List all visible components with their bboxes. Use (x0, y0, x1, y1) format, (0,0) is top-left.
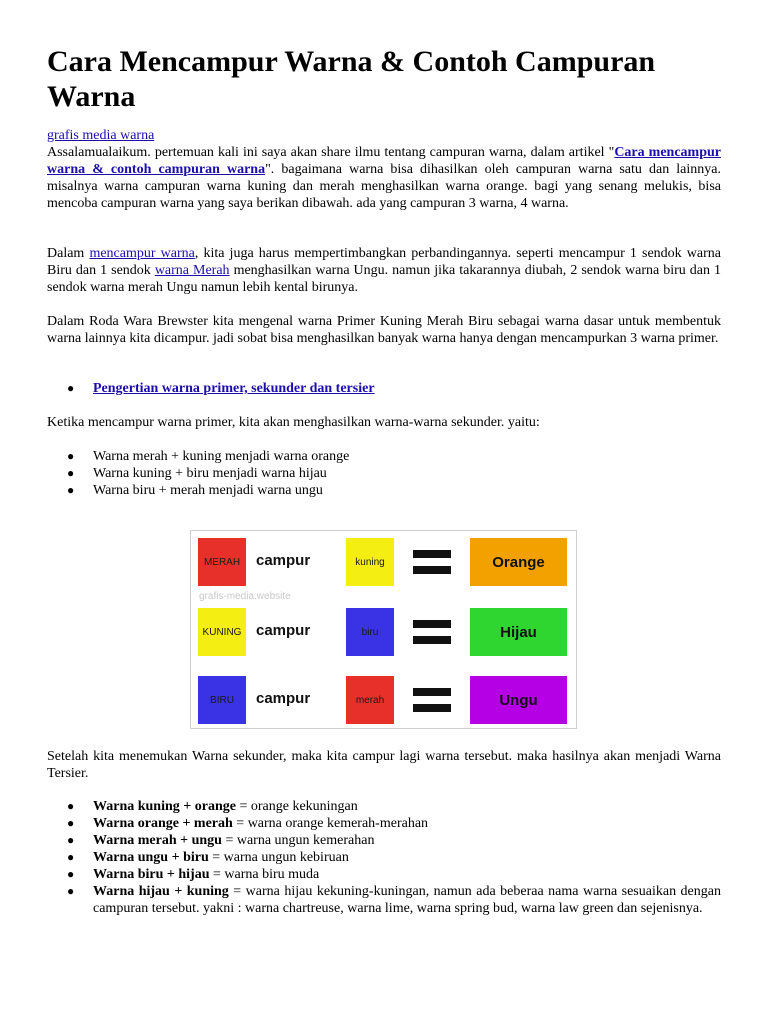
intro-text-pre: Assalamualaikum. pertemuan kali ini saya akan share ilmu tentang campuran warna, dalam artikel " (47, 145, 615, 160)
related-link-list (47, 380, 721, 397)
article-link[interactable]: Cara mencampur warna & contoh campuran warna (47, 145, 721, 177)
campur-label: campur (256, 552, 311, 569)
list-item (47, 798, 721, 815)
swatch-merah (198, 538, 246, 586)
mix-result: = warna biru muda (209, 867, 320, 882)
list-item (47, 832, 721, 849)
campur-label: campur (256, 622, 311, 639)
bullet-icon: ● (67, 833, 75, 847)
bullet-icon: ● (67, 799, 75, 813)
mix-formula: Warna merah + ungu (93, 833, 222, 848)
bullet-icon: ● (67, 483, 75, 497)
mix-result: = warna ungun kemerahan (221, 833, 375, 848)
result-ungu (470, 676, 567, 724)
secondary-item-text: Warna biru + merah menjadi warna ungu (93, 483, 323, 498)
secondary-intro-paragraph: Ketika mencampur warna primer, kita akan menghasilkan warna-warna sekunder. yaitu: (47, 415, 540, 430)
swatch-label: biru (361, 626, 379, 638)
mix-result: = warna ungun kebiruan (208, 850, 349, 865)
bullet-icon: ● (67, 381, 75, 395)
page-title: Cara Mencampur Warna & Contoh Campuran Warna (47, 45, 656, 113)
swatch-biru (198, 676, 246, 724)
result-hijau (470, 608, 567, 656)
ratio-text-3: menghasilkan warna Ungu. namun jika takarannya diubah, 2 sendok warna biru dan 1 sendok warna merah Ungu namun lebih kental birunya. (47, 263, 721, 295)
pengertian-warna-link[interactable]: Pengertian warna primer, sekunder dan tersier (93, 381, 375, 396)
bullet-icon: ● (67, 850, 75, 864)
bullet-icon: ● (67, 449, 75, 463)
bullet-icon: ● (67, 884, 75, 898)
result-orange (470, 538, 567, 586)
tertiary-intro-paragraph: Setelah kita menemukan Warna sekunder, maka kita campur lagi warna tersebut. maka hasilnya akan menjadi Warna Tersier. (47, 749, 721, 781)
watermark-text: grafis-media.website (199, 591, 291, 602)
list-item (47, 883, 721, 917)
mix-result: = warna orange kemerah-merahan (232, 816, 429, 831)
secondary-item-text: Warna merah + kuning menjadi warna orange (93, 449, 350, 464)
equals-icon (413, 550, 451, 574)
secondary-color-list (47, 448, 721, 499)
list-item (47, 380, 721, 397)
mix-result: = warna hijau kekuning-kuningan, namun ada beberaa nama warna sesuaikan dengan campuran tersebut. yakni : warna chartreuse, warna lime, warna spring bud, warna law green dan sejenisnya. (93, 884, 721, 916)
result-label: Hijau (500, 623, 537, 641)
mix-result: = orange kekuningan (235, 799, 358, 814)
ratio-paragraph (47, 245, 721, 296)
ratio-text-2: , kita juga harus mempertimbangkan perbandingannya. seperti mencampur 1 sendok warna Biru dan 1 sendok (47, 246, 721, 278)
list-item (47, 448, 721, 465)
equals-icon (413, 620, 451, 644)
brewster-paragraph: Dalam Roda Wara Brewster kita mengenal warna Primer Kuning Merah Biru sebagai warna dasar untuk membentuk warna lainnya kita dicampur. jadi sobat bisa menghasilkan banyak warna hanya dengan mencampurkan 3 warna primer. (47, 314, 721, 346)
swatch-label: KUNING (202, 626, 242, 638)
swatch-merah (346, 676, 394, 724)
mencampur-warna-link[interactable]: mencampur warna (89, 246, 195, 261)
bullet-icon: ● (67, 867, 75, 881)
intro-paragraph (47, 127, 721, 212)
list-item (47, 815, 721, 832)
mix-formula: Warna biru + hijau (93, 867, 210, 882)
swatch-biru (346, 608, 394, 656)
bullet-icon: ● (67, 816, 75, 830)
ratio-text-1: Dalam (47, 246, 90, 261)
category-link[interactable]: grafis media warna (47, 128, 155, 143)
mix-formula: Warna orange + merah (93, 816, 233, 831)
swatch-label: MERAH (203, 556, 241, 568)
mix-formula: Warna kuning + orange (93, 799, 236, 814)
bullet-icon: ● (67, 466, 75, 480)
mix-formula: Warna ungu + biru (93, 850, 209, 865)
swatch-label: merah (355, 694, 385, 706)
result-label: Orange (492, 553, 545, 571)
list-item (47, 849, 721, 866)
color-mixing-image (190, 530, 577, 729)
mix-formula: Warna hijau + kuning (93, 884, 229, 899)
intro-text-post: ". bagaimana warna bisa dihasilkan oleh campuran warna satu dan lainnya. misalnya warna campuran warna kuning dan merah menghasilkan warna orange. bagi yang senang melukis, bisa mencoba campuran warna yang saya berikan dibawah. ada yang campuran 3 warna, 4 warna. (47, 162, 721, 211)
equals-icon (413, 688, 451, 712)
list-item (47, 465, 721, 482)
swatch-kuning (198, 608, 246, 656)
swatch-label: kuning (355, 556, 385, 568)
swatch-label: BIRU (210, 694, 234, 706)
list-item (47, 482, 721, 499)
secondary-item-text: Warna kuning + biru menjadi warna hijau (93, 466, 327, 481)
tertiary-color-list (47, 798, 721, 917)
result-label: Ungu (499, 691, 538, 709)
list-item (47, 866, 721, 883)
swatch-kuning (346, 538, 394, 586)
warna-merah-link[interactable]: warna Merah (154, 263, 230, 278)
campur-label: campur (256, 690, 311, 707)
